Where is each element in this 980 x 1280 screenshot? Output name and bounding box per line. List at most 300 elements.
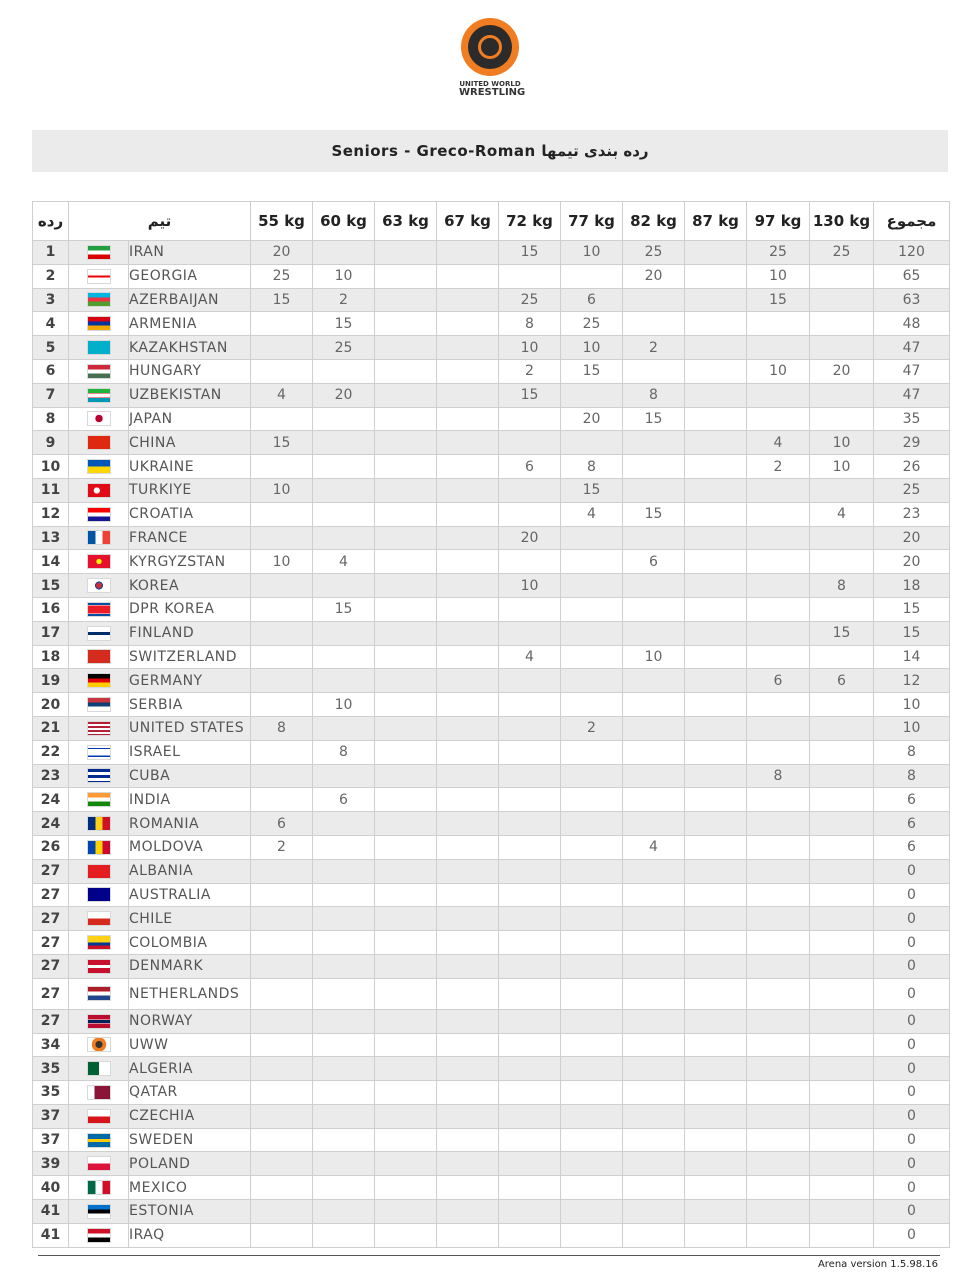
score-cell bbox=[313, 1104, 375, 1128]
score-cell bbox=[747, 859, 810, 883]
score-cell bbox=[437, 526, 499, 550]
total-cell: 0 bbox=[874, 978, 950, 1009]
score-cell bbox=[499, 788, 561, 812]
team-name: CHINA bbox=[129, 431, 251, 455]
score-cell bbox=[375, 1009, 437, 1033]
score-cell: 8 bbox=[623, 383, 685, 407]
score-cell bbox=[437, 502, 499, 526]
score-cell bbox=[747, 574, 810, 598]
header-weight: 77 kg bbox=[561, 202, 623, 241]
score-cell bbox=[251, 693, 313, 717]
total-cell: 0 bbox=[874, 1009, 950, 1033]
score-cell: 2 bbox=[623, 336, 685, 360]
score-cell bbox=[623, 455, 685, 479]
switzerland-flag-icon bbox=[87, 649, 111, 664]
score-cell bbox=[685, 1009, 747, 1033]
table-row bbox=[33, 669, 950, 693]
score-cell bbox=[685, 478, 747, 502]
score-cell bbox=[685, 645, 747, 669]
korea-flag-icon bbox=[87, 578, 111, 593]
score-cell bbox=[437, 478, 499, 502]
score-cell bbox=[437, 716, 499, 740]
serbia-flag-icon bbox=[87, 697, 111, 712]
score-cell bbox=[499, 621, 561, 645]
total-cell: 0 bbox=[874, 1033, 950, 1057]
score-cell bbox=[313, 1223, 375, 1247]
flag-cell bbox=[69, 740, 129, 764]
score-cell bbox=[623, 788, 685, 812]
uww-flag-icon bbox=[87, 1037, 111, 1052]
rank-cell: 10 bbox=[33, 455, 69, 479]
score-cell bbox=[251, 1057, 313, 1081]
header-weight: 72 kg bbox=[499, 202, 561, 241]
score-cell bbox=[375, 597, 437, 621]
table-row bbox=[33, 1200, 950, 1224]
chile-flag-icon bbox=[87, 911, 111, 926]
score-cell bbox=[375, 954, 437, 978]
score-cell bbox=[251, 645, 313, 669]
rank-cell: 22 bbox=[33, 740, 69, 764]
score-cell bbox=[561, 550, 623, 574]
team-name: IRAQ bbox=[129, 1223, 251, 1247]
score-cell bbox=[375, 1128, 437, 1152]
score-cell bbox=[747, 383, 810, 407]
table-row bbox=[33, 835, 950, 859]
score-cell bbox=[437, 550, 499, 574]
score-cell: 25 bbox=[623, 241, 685, 265]
score-cell bbox=[561, 978, 623, 1009]
table-row bbox=[33, 407, 950, 431]
team-name: SERBIA bbox=[129, 693, 251, 717]
score-cell: 25 bbox=[747, 241, 810, 265]
header-weight: 63 kg bbox=[375, 202, 437, 241]
table-row bbox=[33, 574, 950, 598]
total-cell: 23 bbox=[874, 502, 950, 526]
score-cell bbox=[685, 312, 747, 336]
score-cell bbox=[375, 264, 437, 288]
score-cell bbox=[437, 383, 499, 407]
score-cell bbox=[313, 478, 375, 502]
score-cell bbox=[747, 312, 810, 336]
score-cell bbox=[499, 1152, 561, 1176]
flag-cell bbox=[69, 931, 129, 955]
score-cell bbox=[685, 954, 747, 978]
total-cell: 35 bbox=[874, 407, 950, 431]
flag-cell bbox=[69, 1176, 129, 1200]
score-cell bbox=[685, 621, 747, 645]
score-cell bbox=[499, 1128, 561, 1152]
table-row bbox=[33, 716, 950, 740]
total-cell: 63 bbox=[874, 288, 950, 312]
score-cell bbox=[437, 621, 499, 645]
flag-cell bbox=[69, 907, 129, 931]
score-cell bbox=[623, 1223, 685, 1247]
score-cell bbox=[375, 1223, 437, 1247]
score-cell bbox=[810, 883, 874, 907]
rank-cell: 37 bbox=[33, 1128, 69, 1152]
score-cell bbox=[313, 812, 375, 836]
rank-cell: 24 bbox=[33, 788, 69, 812]
rank-cell: 27 bbox=[33, 883, 69, 907]
table-row bbox=[33, 502, 950, 526]
total-cell: 6 bbox=[874, 788, 950, 812]
score-cell bbox=[499, 1057, 561, 1081]
score-cell bbox=[375, 645, 437, 669]
score-cell bbox=[685, 1128, 747, 1152]
total-cell: 47 bbox=[874, 383, 950, 407]
score-cell bbox=[437, 359, 499, 383]
score-cell: 15 bbox=[561, 478, 623, 502]
score-cell bbox=[623, 1009, 685, 1033]
team-name: SWEDEN bbox=[129, 1128, 251, 1152]
score-cell bbox=[747, 1176, 810, 1200]
team-name: SWITZERLAND bbox=[129, 645, 251, 669]
romania-flag-icon bbox=[87, 816, 111, 831]
score-cell bbox=[375, 812, 437, 836]
rank-cell: 6 bbox=[33, 359, 69, 383]
score-cell bbox=[747, 526, 810, 550]
score-cell bbox=[251, 597, 313, 621]
score-cell: 8 bbox=[251, 716, 313, 740]
score-cell bbox=[561, 383, 623, 407]
total-cell: 0 bbox=[874, 1152, 950, 1176]
score-cell bbox=[810, 954, 874, 978]
score-cell: 20 bbox=[499, 526, 561, 550]
score-cell: 10 bbox=[313, 264, 375, 288]
score-cell bbox=[561, 264, 623, 288]
score-cell: 2 bbox=[313, 288, 375, 312]
score-cell: 2 bbox=[747, 455, 810, 479]
score-cell bbox=[623, 1104, 685, 1128]
score-cell bbox=[375, 431, 437, 455]
score-cell: 15 bbox=[499, 383, 561, 407]
score-cell bbox=[375, 931, 437, 955]
score-cell bbox=[623, 740, 685, 764]
iraq-flag-icon bbox=[87, 1228, 111, 1243]
flag-cell bbox=[69, 407, 129, 431]
score-cell bbox=[375, 312, 437, 336]
score-cell bbox=[685, 716, 747, 740]
table-row bbox=[33, 978, 950, 1009]
score-cell bbox=[251, 574, 313, 598]
table-row bbox=[33, 1104, 950, 1128]
rank-cell: 41 bbox=[33, 1223, 69, 1247]
score-cell bbox=[623, 288, 685, 312]
flag-cell bbox=[69, 1033, 129, 1057]
total-cell: 20 bbox=[874, 550, 950, 574]
rank-cell: 37 bbox=[33, 1104, 69, 1128]
score-cell bbox=[375, 716, 437, 740]
score-cell: 4 bbox=[747, 431, 810, 455]
total-cell: 25 bbox=[874, 478, 950, 502]
total-cell: 0 bbox=[874, 1176, 950, 1200]
score-cell bbox=[561, 1057, 623, 1081]
team-name: KAZAKHSTAN bbox=[129, 336, 251, 360]
team-name: ALBANIA bbox=[129, 859, 251, 883]
score-cell bbox=[685, 931, 747, 955]
score-cell bbox=[375, 288, 437, 312]
table-row bbox=[33, 526, 950, 550]
score-cell bbox=[623, 859, 685, 883]
score-cell bbox=[561, 788, 623, 812]
score-cell bbox=[437, 1033, 499, 1057]
score-cell bbox=[251, 359, 313, 383]
flag-cell bbox=[69, 288, 129, 312]
score-cell bbox=[623, 574, 685, 598]
score-cell bbox=[810, 740, 874, 764]
flag-cell bbox=[69, 693, 129, 717]
score-cell bbox=[499, 1104, 561, 1128]
score-cell bbox=[623, 978, 685, 1009]
score-cell bbox=[313, 1009, 375, 1033]
flag-cell bbox=[69, 978, 129, 1009]
score-cell bbox=[810, 478, 874, 502]
score-cell bbox=[251, 740, 313, 764]
score-cell bbox=[437, 788, 499, 812]
score-cell bbox=[810, 1033, 874, 1057]
page-title: Seniors - Greco-Roman رده بندی تیمها bbox=[32, 130, 948, 172]
score-cell bbox=[623, 1200, 685, 1224]
georgia-flag-icon bbox=[87, 269, 111, 284]
score-cell bbox=[685, 1057, 747, 1081]
score-cell bbox=[623, 1057, 685, 1081]
rank-cell: 41 bbox=[33, 1200, 69, 1224]
total-cell: 0 bbox=[874, 954, 950, 978]
score-cell: 20 bbox=[623, 264, 685, 288]
header-weight: 82 kg bbox=[623, 202, 685, 241]
total-cell: 8 bbox=[874, 740, 950, 764]
score-cell bbox=[499, 740, 561, 764]
team-name: CUBA bbox=[129, 764, 251, 788]
score-cell bbox=[499, 931, 561, 955]
score-cell bbox=[623, 621, 685, 645]
rank-cell: 27 bbox=[33, 954, 69, 978]
score-cell: 2 bbox=[561, 716, 623, 740]
score-cell bbox=[810, 812, 874, 836]
table-row bbox=[33, 241, 950, 265]
score-cell bbox=[623, 597, 685, 621]
score-cell bbox=[313, 526, 375, 550]
score-cell bbox=[747, 1009, 810, 1033]
total-cell: 0 bbox=[874, 1223, 950, 1247]
score-cell bbox=[251, 336, 313, 360]
table-row bbox=[33, 907, 950, 931]
table-row bbox=[33, 455, 950, 479]
header-weight: 55 kg bbox=[251, 202, 313, 241]
rank-cell: 35 bbox=[33, 1081, 69, 1105]
score-cell bbox=[561, 1223, 623, 1247]
score-cell bbox=[313, 1128, 375, 1152]
score-cell bbox=[685, 1152, 747, 1176]
score-cell bbox=[375, 1152, 437, 1176]
score-cell: 10 bbox=[499, 574, 561, 598]
score-cell bbox=[747, 478, 810, 502]
score-cell bbox=[313, 716, 375, 740]
score-cell bbox=[313, 835, 375, 859]
score-cell bbox=[561, 1152, 623, 1176]
score-cell bbox=[375, 383, 437, 407]
flag-cell bbox=[69, 502, 129, 526]
score-cell bbox=[810, 1009, 874, 1033]
score-cell bbox=[747, 812, 810, 836]
score-cell: 8 bbox=[810, 574, 874, 598]
score-cell bbox=[810, 764, 874, 788]
score-cell: 25 bbox=[810, 241, 874, 265]
table-row bbox=[33, 597, 950, 621]
flag-cell bbox=[69, 383, 129, 407]
header-weight: 60 kg bbox=[313, 202, 375, 241]
kyrgyzstan-flag-icon bbox=[87, 554, 111, 569]
score-cell bbox=[375, 788, 437, 812]
score-cell bbox=[747, 1057, 810, 1081]
score-cell: 15 bbox=[747, 288, 810, 312]
ukraine-flag-icon bbox=[87, 459, 111, 474]
score-cell bbox=[437, 859, 499, 883]
flag-cell bbox=[69, 1009, 129, 1033]
score-cell: 8 bbox=[499, 312, 561, 336]
score-cell bbox=[375, 1057, 437, 1081]
score-cell bbox=[251, 931, 313, 955]
score-cell bbox=[437, 931, 499, 955]
score-cell bbox=[499, 669, 561, 693]
france-flag-icon bbox=[87, 530, 111, 545]
score-cell bbox=[810, 597, 874, 621]
score-cell bbox=[437, 740, 499, 764]
score-cell bbox=[375, 1081, 437, 1105]
total-cell: 15 bbox=[874, 621, 950, 645]
score-cell bbox=[685, 1081, 747, 1105]
flag-cell bbox=[69, 478, 129, 502]
score-cell bbox=[313, 954, 375, 978]
score-cell bbox=[685, 859, 747, 883]
score-cell bbox=[685, 669, 747, 693]
score-cell bbox=[437, 1009, 499, 1033]
score-cell bbox=[747, 597, 810, 621]
flag-cell bbox=[69, 526, 129, 550]
score-cell bbox=[685, 764, 747, 788]
score-cell bbox=[685, 407, 747, 431]
flag-cell bbox=[69, 621, 129, 645]
score-cell bbox=[313, 1081, 375, 1105]
flag-cell bbox=[69, 883, 129, 907]
score-cell bbox=[437, 764, 499, 788]
score-cell bbox=[747, 1223, 810, 1247]
rank-cell: 1 bbox=[33, 241, 69, 265]
score-cell bbox=[499, 883, 561, 907]
score-cell bbox=[685, 383, 747, 407]
hungary-flag-icon bbox=[87, 364, 111, 379]
score-cell: 20 bbox=[810, 359, 874, 383]
rank-cell: 5 bbox=[33, 336, 69, 360]
score-cell bbox=[251, 1033, 313, 1057]
score-cell: 20 bbox=[251, 241, 313, 265]
score-cell bbox=[685, 978, 747, 1009]
score-cell: 6 bbox=[561, 288, 623, 312]
score-cell bbox=[437, 1200, 499, 1224]
flag-cell bbox=[69, 1200, 129, 1224]
team-name: DPR KOREA bbox=[129, 597, 251, 621]
score-cell bbox=[313, 1176, 375, 1200]
score-cell bbox=[810, 526, 874, 550]
score-cell: 10 bbox=[251, 550, 313, 574]
score-cell bbox=[623, 1152, 685, 1176]
score-cell bbox=[810, 788, 874, 812]
table-row bbox=[33, 740, 950, 764]
score-cell bbox=[747, 907, 810, 931]
score-cell bbox=[375, 478, 437, 502]
score-cell bbox=[375, 1176, 437, 1200]
score-cell bbox=[375, 455, 437, 479]
team-name: QATAR bbox=[129, 1081, 251, 1105]
score-cell bbox=[437, 597, 499, 621]
score-cell bbox=[375, 669, 437, 693]
flag-cell bbox=[69, 1057, 129, 1081]
score-cell bbox=[685, 1176, 747, 1200]
score-cell bbox=[747, 978, 810, 1009]
score-cell: 6 bbox=[747, 669, 810, 693]
team-name: IRAN bbox=[129, 241, 251, 265]
score-cell bbox=[685, 550, 747, 574]
table-row bbox=[33, 1152, 950, 1176]
team-name: AUSTRALIA bbox=[129, 883, 251, 907]
score-cell bbox=[251, 455, 313, 479]
score-cell bbox=[747, 621, 810, 645]
team-name: INDIA bbox=[129, 788, 251, 812]
score-cell bbox=[437, 407, 499, 431]
score-cell bbox=[810, 336, 874, 360]
total-cell: 6 bbox=[874, 812, 950, 836]
kazakhstan-flag-icon bbox=[87, 340, 111, 355]
score-cell bbox=[561, 431, 623, 455]
team-name: GEORGIA bbox=[129, 264, 251, 288]
score-cell bbox=[747, 693, 810, 717]
score-cell bbox=[810, 1057, 874, 1081]
score-cell bbox=[251, 1081, 313, 1105]
score-cell bbox=[561, 574, 623, 598]
score-cell: 2 bbox=[499, 359, 561, 383]
total-cell: 26 bbox=[874, 455, 950, 479]
rank-cell: 17 bbox=[33, 621, 69, 645]
score-cell bbox=[685, 1200, 747, 1224]
score-cell: 15 bbox=[251, 288, 313, 312]
score-cell bbox=[375, 907, 437, 931]
score-cell: 4 bbox=[561, 502, 623, 526]
score-cell bbox=[437, 1223, 499, 1247]
score-cell bbox=[747, 788, 810, 812]
finland-flag-icon bbox=[87, 626, 111, 641]
score-cell bbox=[685, 1033, 747, 1057]
score-cell bbox=[561, 1200, 623, 1224]
total-cell: 65 bbox=[874, 264, 950, 288]
score-cell bbox=[375, 621, 437, 645]
score-cell bbox=[313, 1057, 375, 1081]
score-cell bbox=[499, 1009, 561, 1033]
score-cell bbox=[685, 1223, 747, 1247]
rank-cell: 35 bbox=[33, 1057, 69, 1081]
total-cell: 8 bbox=[874, 764, 950, 788]
score-cell bbox=[499, 597, 561, 621]
score-cell bbox=[499, 693, 561, 717]
score-cell bbox=[685, 288, 747, 312]
score-cell bbox=[499, 907, 561, 931]
table-row bbox=[33, 883, 950, 907]
total-cell: 47 bbox=[874, 359, 950, 383]
score-cell: 10 bbox=[747, 264, 810, 288]
score-cell bbox=[623, 359, 685, 383]
score-cell: 10 bbox=[499, 336, 561, 360]
score-cell bbox=[499, 1200, 561, 1224]
rank-cell: 39 bbox=[33, 1152, 69, 1176]
